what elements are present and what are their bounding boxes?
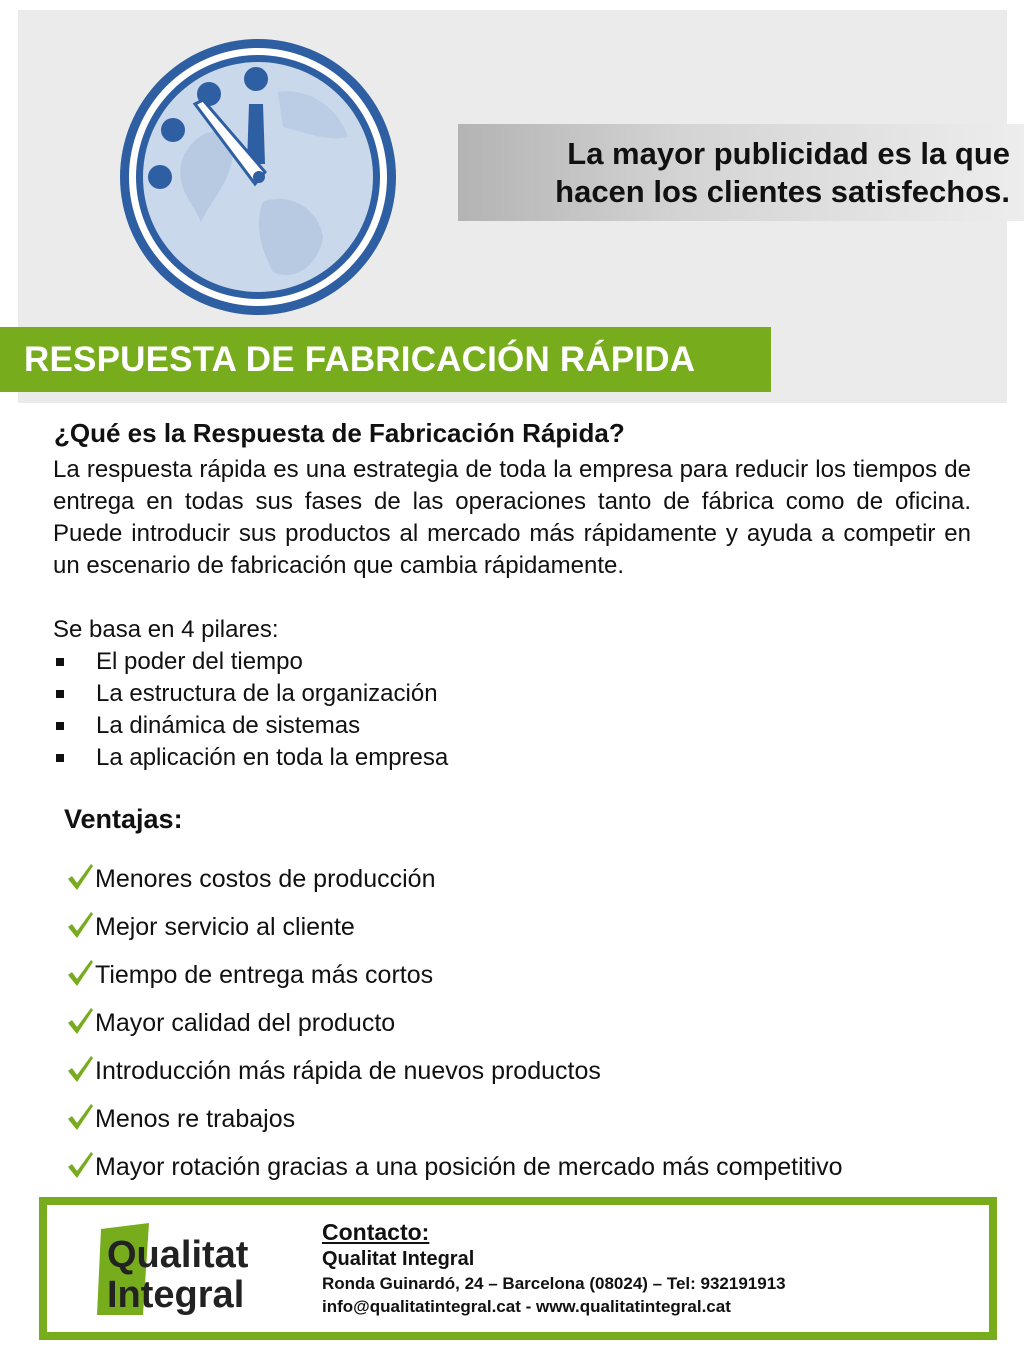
contact-info [322, 1217, 786, 1318]
advantages-list [66, 848, 843, 1184]
advantage-label: Introducción más rápida de nuevos productos [95, 1057, 601, 1085]
advantage-label: Tiempo de entrega más cortos [95, 961, 434, 989]
slogan [555, 135, 1010, 211]
pillar-label: La aplicación en toda la empresa [96, 744, 449, 771]
square-bullet-icon [56, 754, 64, 762]
advantage-label: Mayor calidad del producto [95, 1009, 396, 1037]
slogan-box [458, 124, 1024, 221]
advantage-item [66, 896, 843, 944]
title-bar [0, 327, 771, 392]
logo-line-2: Integral [107, 1274, 245, 1315]
advantage-item [66, 1136, 843, 1184]
pillar-item [53, 678, 448, 710]
logo-line-1: Qualitat [107, 1234, 249, 1276]
slogan-line-1: La mayor publicidad es la que [567, 135, 1010, 171]
page-title: RESPUESTA DE FABRICACIÓN RÁPIDA [24, 339, 696, 379]
pillar-label: La dinámica de sistemas [96, 712, 361, 739]
check-icon [66, 910, 94, 940]
advantage-label: Mayor rotación gracias a una posición de mercado más competitivo [95, 1153, 843, 1181]
pillars-list [53, 646, 448, 774]
description-paragraph: La respuesta rápida es una estrategia de toda la empresa para reducir los tiempos de entrega en todas sus fases de las operaciones tanto de fábrica como de oficina. Puede introducir sus productos al mercado más rápidamente y ayuda a competir en un escenario de fabricación que cambia rápidamente. [53, 456, 971, 579]
advantage-item [66, 992, 843, 1040]
check-icon [66, 958, 94, 988]
square-bullet-icon [56, 658, 64, 666]
contact-company: Qualitat Integral [322, 1248, 475, 1270]
footer-contact-box [39, 1197, 997, 1340]
check-icon [66, 1054, 94, 1084]
advantage-item [66, 848, 843, 896]
pillar-item [53, 646, 448, 678]
check-icon [66, 862, 94, 892]
slogan-line-2: hacen los clientes satisfechos. [555, 173, 1010, 209]
advantage-label: Mejor servicio al cliente [95, 913, 355, 941]
advantage-item [66, 944, 843, 992]
qualitat-integral-logo [97, 1223, 265, 1315]
pillar-label: El poder del tiempo [96, 648, 303, 675]
check-icon [66, 1150, 94, 1180]
pillar-label: La estructura de la organización [96, 680, 438, 707]
square-bullet-icon [56, 722, 64, 730]
contact-heading: Contacto: [322, 1219, 430, 1245]
contact-address: Ronda Guinardó, 24 – Barcelona (08024) – Tel: 932191913 [322, 1274, 786, 1293]
contact-web[interactable]: info@qualitatintegral.cat - www.qualitatintegral.cat [322, 1297, 731, 1316]
advantages-heading: Ventajas: [64, 804, 183, 834]
clock-icon [113, 32, 403, 322]
check-icon [66, 1102, 94, 1132]
pillar-item [53, 710, 448, 742]
advantage-label: Menores costos de producción [95, 865, 436, 893]
pillar-item [53, 742, 448, 774]
pillars-intro: Se basa en 4 pilares: [53, 616, 279, 643]
advantage-item [66, 1040, 843, 1088]
section-question: ¿Qué es la Respuesta de Fabricación Rápida? [54, 418, 625, 448]
square-bullet-icon [56, 690, 64, 698]
advantage-label: Menos re trabajos [95, 1105, 296, 1133]
advantage-item [66, 1088, 843, 1136]
check-icon [66, 1006, 94, 1036]
